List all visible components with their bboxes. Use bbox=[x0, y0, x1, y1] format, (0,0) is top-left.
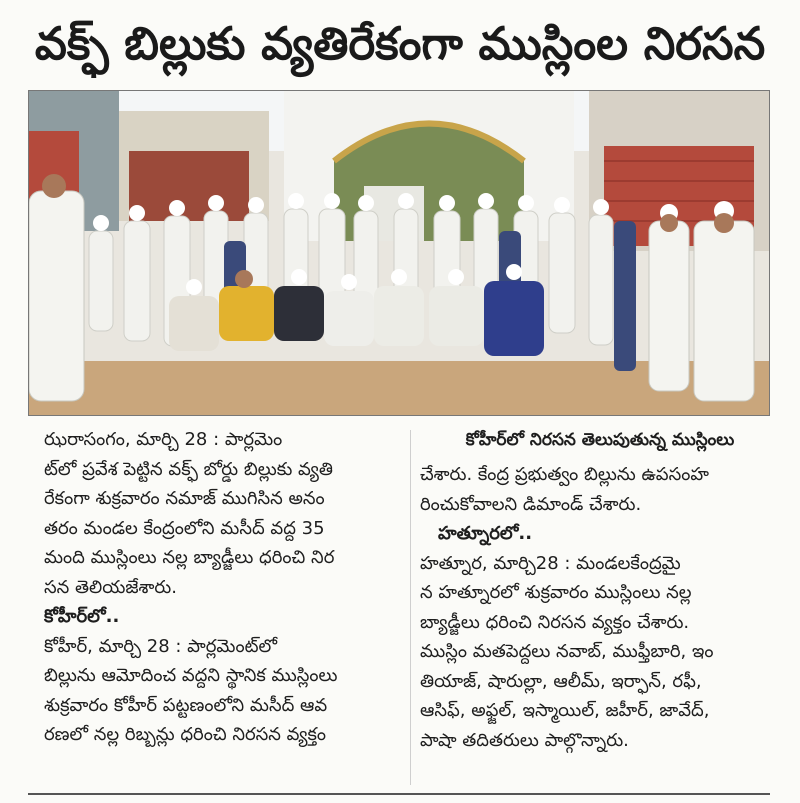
headline: వక్ఫ్ బిల్లుకు వ్యతిరేకంగా ముస్లింల నిరసన bbox=[34, 17, 766, 70]
article-line: న హత్నూరలో శుక్రవారం ముస్లింలు నల్ల bbox=[420, 582, 692, 603]
photo-caption: కోహీర్‌లో నిరసన తెలుపుతున్న ముస్లింలు bbox=[465, 430, 735, 450]
article-line: కోహీర్, మార్చి 28 : పార్లమెంట్‌లో bbox=[44, 635, 278, 657]
article-line: సన తెలియజేశారు. bbox=[44, 576, 177, 598]
subheading: కోహీర్‌లో.. bbox=[44, 606, 120, 627]
article-line: రేకంగా శుక్రవారం నమాజ్ ముగిసిన అనం bbox=[44, 488, 325, 509]
protest-photo bbox=[28, 90, 770, 416]
article-column-left bbox=[44, 425, 404, 750]
article-line: మంది ముస్లింలు నల్ల బ్యాడ్జీలు ధరించి నిర bbox=[44, 547, 335, 568]
article-line: ముస్లిం మతపెద్దలు నవాబ్, ముఫ్తీబారి, ఇం bbox=[420, 641, 714, 662]
article-line: శుక్రవారం కోహీర్ పట్టణంలోని మసీద్ ఆవ bbox=[44, 694, 328, 716]
article-line: బ్యాడ్జీలు ధరించి నిరసన వ్యక్తం చేశారు. bbox=[420, 611, 690, 633]
article-line: హత్నూర, మార్చి28 : మండలకేంద్రమై bbox=[420, 552, 681, 574]
article-line: ట్‌లో ప్రవేశ పెట్టిన వక్ఫ్ బోర్డు బిల్లుకు వ్యతి bbox=[44, 458, 333, 480]
article-line: తరం మండల కేంద్రంలోని మసీద్ వద్ద 35 bbox=[44, 517, 325, 539]
subheading: హత్నూరలో.. bbox=[438, 523, 533, 544]
article-line: రణలో నల్ల రిబ్బన్లు ధరించి నిరసన వ్యక్తం bbox=[44, 724, 327, 745]
article-line: రించుకోవాలని డిమాండ్ చేశారు. bbox=[420, 493, 642, 515]
article-line: పాషా తదితరులు పాల్గొన్నారు. bbox=[420, 729, 629, 751]
article-line: బిల్లును ఆమోదించ వద్దని స్థానిక ముస్లింలు bbox=[44, 665, 338, 686]
article-line: తియాజ్, షారుల్లా, ఆలీమ్, ఇర్ఫాన్, రఫీ, bbox=[420, 670, 702, 692]
article-line: చేశారు. కేంద్ర ప్రభుత్వం బిల్లును ఉపసంహ bbox=[420, 464, 709, 485]
article-column-right bbox=[420, 460, 780, 755]
bottom-rule bbox=[28, 793, 770, 795]
column-divider bbox=[410, 430, 411, 785]
article-line: ఝరాసంగం, మార్చి 28 : పార్లమెం bbox=[44, 429, 283, 450]
article-line: ఆసిఫ్, అఫ్జల్, ఇస్మాయిల్, జహీర్, జావేద్, bbox=[420, 700, 710, 721]
